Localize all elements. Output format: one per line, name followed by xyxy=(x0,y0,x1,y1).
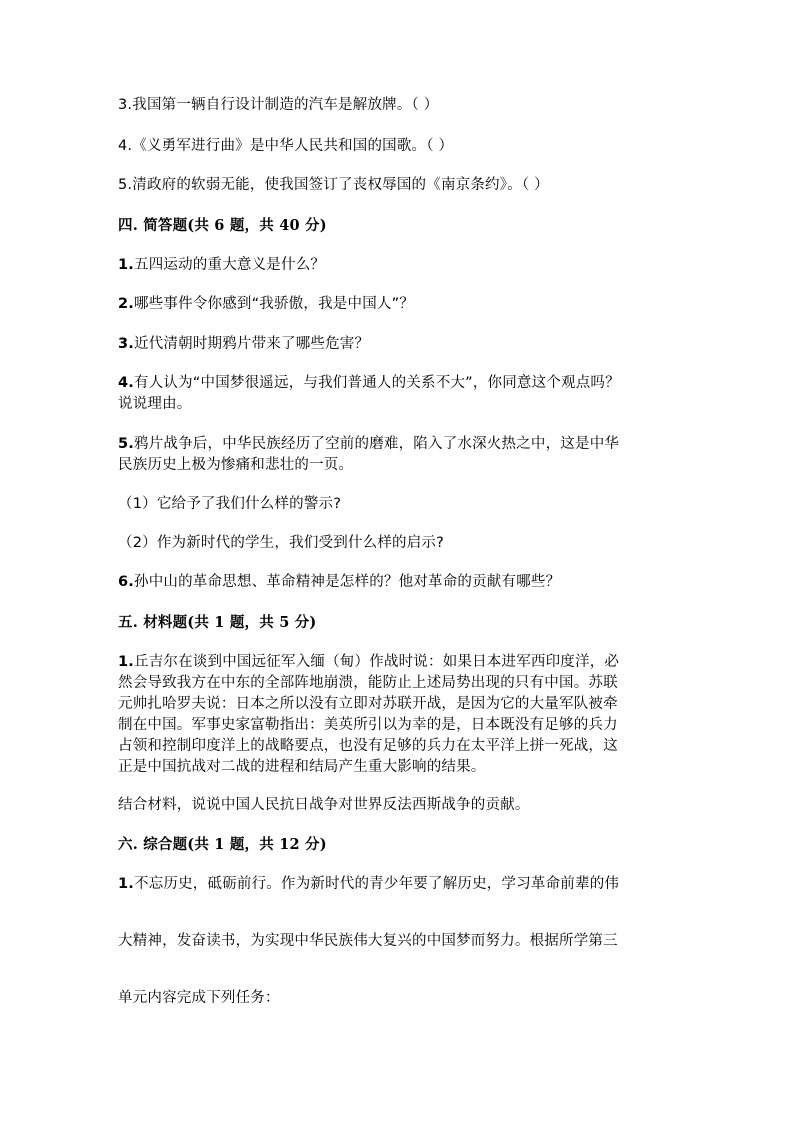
short-answer-q5 xyxy=(118,434,688,455)
section-5-heading: 五. 材料题(共 1 题，共 5 分) xyxy=(118,614,317,631)
section-4-heading: 四. 简答题(共 6 题，共 40 分) xyxy=(118,217,327,234)
material-line-4: 制在中国。军事史家富勒指出：美英所引以为幸的是，日本既没有足够的兵力 xyxy=(118,717,618,733)
comprehensive-text: 不忘历史，砥砺前行。作为新时代的青少年要了解历史，学习革命前辈的伟 xyxy=(134,876,620,892)
judgement-item-3 xyxy=(118,95,688,116)
question-number: 4. xyxy=(118,375,134,391)
short-answer-q4-cont: 说说理由。 xyxy=(118,396,192,412)
judgement-item-5 xyxy=(118,175,688,196)
material-line-5: 占领和控制印度洋上的战略要点，也没有足够的兵力在太平洋上拼一死战，这 xyxy=(118,738,618,754)
comprehensive-line-2: 大精神，发奋读书，为实现中华民族伟大复兴的中国梦而努力。根据所学第三 xyxy=(118,933,618,949)
material-line-2: 然会导致我方在中东的全部阵地崩溃，能防止上述局势出现的只有中国。苏联 xyxy=(118,675,618,691)
material-question: 结合材料，说说中国人民抗日战争对世界反法西斯战争的贡献。 xyxy=(118,797,530,813)
item-text: 我国第一辆自行设计制造的汽车是解放牌。（ ） xyxy=(132,97,439,113)
short-answer-q4 xyxy=(118,373,688,394)
short-answer-q5-sub1: （1）它给予了我们什么样的警示? xyxy=(118,496,342,512)
question-text: 近代清朝时期鸦片带来了哪些危害？ xyxy=(134,336,370,352)
question-number: 1. xyxy=(118,654,134,670)
question-number: 1. xyxy=(118,257,134,273)
item-text: 清政府的软弱无能，使我国签订了丧权辱国的《南京条约》。（ ） xyxy=(132,177,549,193)
question-text: 有人认为“中国梦很遥远，与我们普通人的关系不大”，你同意这个观点吗？ xyxy=(134,375,620,391)
short-answer-q3 xyxy=(118,334,688,355)
question-number: 1. xyxy=(118,876,134,892)
question-number: 3. xyxy=(118,336,134,352)
short-answer-q5-cont: 民族历史上极为惨痛和悲壮的一页。 xyxy=(118,457,354,473)
question-text: 孙中山的革命思想、革命精神是怎样的？他对革命的贡献有哪些？ xyxy=(134,574,561,590)
material-text: 丘吉尔在谈到中国远征军入缅（甸）作战时说：如果日本进军西印度洋，必 xyxy=(134,654,620,670)
question-number: 2. xyxy=(118,296,134,312)
item-number: 4. xyxy=(118,138,133,154)
question-number: 6. xyxy=(118,574,134,590)
question-number: 5. xyxy=(118,436,134,452)
material-line-6: 正是中国抗战对二战的进程和结局产生重大影响的结果。 xyxy=(118,759,486,775)
short-answer-q6 xyxy=(118,572,688,593)
comprehensive-line-3: 单元内容完成下列任务： xyxy=(118,990,280,1006)
material-line-3: 元帅扎哈罗夫说：日本之所以没有立即对苏联开战，是因为它的大量军队被牵 xyxy=(118,696,618,712)
question-text: 鸦片战争后，中华民族经历了空前的磨难，陷入了水深火热之中，这是中华 xyxy=(134,436,620,452)
item-text: 《义勇军进行曲》是中华人民共和国的国歌。（ ） xyxy=(132,138,454,154)
judgement-item-4 xyxy=(118,136,688,157)
question-text: 五四运动的重大意义是什么？ xyxy=(134,257,326,273)
item-number: 5. xyxy=(118,177,133,193)
section-6-heading: 六. 综合题(共 1 题，共 12 分) xyxy=(118,836,327,853)
item-number: 3. xyxy=(118,97,133,113)
short-answer-q1 xyxy=(118,255,688,276)
comprehensive-line-1 xyxy=(118,874,688,895)
short-answer-q5-sub2: （2）作为新时代的学生，我们受到什么样的启示? xyxy=(118,535,445,551)
question-text: 哪些事件令你感到“我骄傲，我是中国人”？ xyxy=(134,296,415,312)
material-line-1 xyxy=(118,652,688,673)
short-answer-q2 xyxy=(118,294,688,315)
